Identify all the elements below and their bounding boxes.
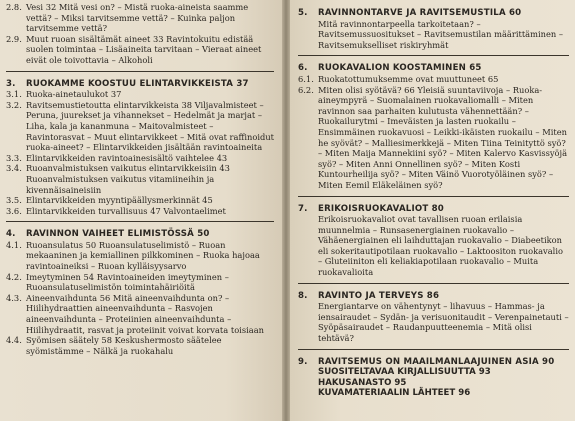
toc-entry — [6, 240, 274, 272]
toc-chapter-title: RAVINTO JA TERVEYS 86 — [318, 290, 440, 301]
toc-entry — [6, 293, 274, 335]
toc-chapter-title: RUOKAMME KOOSTUU ELINTARVIKKEISTA 37 — [26, 78, 249, 89]
toc-number — [298, 301, 318, 343]
toc-chapter — [298, 291, 569, 302]
toc-chapter — [298, 63, 569, 74]
toc-chapter-title: RAVITSEMUS ON MAAILMANLAAJUINEN ASIA 90 — [318, 356, 555, 367]
toc-number — [298, 19, 318, 51]
toc-number: 3.2. — [6, 99, 22, 110]
toc-number: 3.1. — [6, 89, 22, 100]
toc-entry-text: Mitä ravinnontarpeella tarkoitetaan? – Ravitsemussuositukset – Ravitsemustilan määrittäminen – Ravitsemukselliset riskiryhmät — [318, 18, 563, 50]
toc-number — [298, 214, 318, 278]
toc-number: 4.3. — [6, 292, 22, 303]
toc-chapter — [6, 229, 274, 240]
toc-number: 8. — [298, 290, 308, 301]
toc-entry-text: Ruoanvalmistuksen vaikutus elintarvikkeisiin 43 Ruoanvalmistuksen vaikutus vitamiineihin ja kivennäisaineisiin — [26, 163, 230, 195]
toc-entry-text: Elintarvikkeiden ravintoainesisältö vaihtelee 43 — [26, 152, 228, 163]
toc-entry-text: Ruoka-ainetaulukot 37 — [26, 89, 122, 100]
toc-number: 2.8. — [6, 2, 22, 12]
toc-number: 4. — [6, 229, 16, 240]
toc-number: 3.6. — [6, 205, 22, 216]
toc-entry — [6, 2, 274, 34]
toc-entry — [298, 85, 569, 191]
toc-entry-text: Muut ruoan sisältämät aineet 33 Ravintokuitu edistää suolen toimintaa – Lisäaineita tarvitaan – Vieraat aineet eivät ole toivottavia – Alkoholi — [26, 33, 262, 65]
toc-entry-text: Elintarvikkeiden myyntipäällysmerkinnät 45 — [26, 195, 213, 206]
toc-chapter — [298, 8, 569, 19]
toc-entry-text: Imeytyminen 54 Ravintoaineiden imeytyminen – Ruoansulatuselimistön toimintahäiriöitä — [26, 271, 229, 293]
toc-number: 3. — [6, 78, 16, 89]
toc-entry-text: Vesi 32 Mitä vesi on? – Mistä ruoka-aineista saamme vettä? – Miksi tarvitsemme vettä? – Kuinka paljon tarvitsemme vettä? — [26, 2, 249, 34]
toc-entry — [6, 335, 274, 356]
section-divider — [298, 349, 569, 350]
toc-entry — [6, 272, 274, 293]
book-gutter — [282, 0, 290, 421]
section-divider — [6, 221, 274, 222]
toc-number: 6. — [298, 63, 308, 74]
toc-entry — [6, 100, 274, 153]
toc-number: 3.4. — [6, 163, 22, 174]
toc-number: 4.2. — [6, 271, 22, 282]
toc-entry-text: Ruoansulatus 50 Ruoansulatuselimistö – Ruoan mekaaninen ja kemiallinen pilkkominen – Ruoka hajoaa ravintoaineiksi – Ruoan kylläisyysarvo — [26, 239, 260, 272]
toc-chapter — [298, 204, 569, 215]
toc-entry-text: Miten olisi syötävä? 66 Yleisiä suuntaviivoja – Ruoka-aineympyrä – Suomalainen ruokavaliomalli – Miten ravinnon saa parhaiten kulutusta vähennettään? – Ruokailurytmi – Imeväisten ja lasten ruokailu – Ensimmäinen ruokavuosi – Leikki-ikäisten ruokailu – Miten he syövät? – Malliesimerkkejä – Miten Tiina Teinityttö syö? – Miten Maija Mannekiini syö? – Miten Kalervo Kasvissyöjä syö? – Miten Anni Onnellinen syö? – Miten Kosti Kuntourheilija syö? – Miten Väinö Vuorotyöläinen syö? – Miten Eemil Eläkeläinen syö? — [318, 84, 568, 190]
toc-entry-text: Syömisen säätely 58 Keskushermosto säätelee syömistämme – Nälkä ja ruokahalu — [26, 335, 222, 356]
toc-entry-text: Erikoisruokavaliot ovat tavallisen ruoan erilaisia muunnelmia – Runsasenergiainen ruokavalio – Vähäenergiainen eli laihduttajan ruokavalio – Diabeetikon eli sokeritautipotilaan ruokavalio – Laktoositon ruokavalio – Gluteiiniton eli keliakiapotilaan ruokavalio – Muita ruokavalioita — [318, 214, 563, 278]
toc-entry — [298, 214, 569, 278]
toc-entry-text: Elintarvikkeiden turvallisuus 47 Valvontaelimet — [26, 205, 226, 216]
toc-number: 6.1. — [298, 73, 314, 84]
section-divider — [298, 196, 569, 197]
toc-entry — [298, 74, 569, 85]
toc-back-matter-entry: KUVAMATERIAALIN LÄHTEET 96 — [318, 388, 471, 399]
toc-chapter-title: ERIKOISRUOKAVALIOT 80 — [318, 203, 444, 214]
section-divider — [6, 71, 274, 72]
toc-back-matter-entry: HAKUSANASTO 95 — [318, 377, 407, 388]
toc-left-page — [0, 0, 282, 421]
toc-number: 4.1. — [6, 239, 22, 250]
toc-entry-text: Ruokatottumuksemme ovat muuttuneet 65 — [318, 73, 499, 84]
toc-number: 3.3. — [6, 152, 22, 163]
toc-entry — [6, 153, 274, 164]
toc-number: 7. — [298, 203, 308, 214]
toc-entry-text: Aineenvaihdunta 56 Mitä aineenvaihdunta on? – Hiilihydraattien aineenvaihdunta – Rasvojen aineenvaihdunta – Proteiinien aineenvaihdunta – Hiilihydraatit, rasvat ja proteiinit voivat korvata toisiaan — [26, 292, 264, 335]
section-divider — [298, 283, 569, 284]
toc-entry-text: Energiantarve on vähentynyt – lihavuus – Hammas- ja iensairaudet – Sydän- ja verisuonitaudit – Verenpainetauti – Syöpäsairaudet – Raudanpuutteenemia – Mitä olisi tehtävä? — [318, 301, 569, 344]
section-divider — [298, 55, 569, 56]
toc-back-matter-entry: SUOSITELTAVAA KIRJALLISUUTTA 93 — [318, 367, 491, 378]
toc-chapter — [298, 357, 569, 368]
toc-number: 6.2. — [298, 84, 314, 95]
toc-entry — [298, 19, 569, 51]
toc-entry — [6, 34, 274, 66]
toc-number: 5. — [298, 8, 308, 18]
toc-number: 4.4. — [6, 335, 22, 346]
toc-right-page — [290, 0, 575, 421]
toc-entry — [6, 206, 274, 217]
toc-entry — [6, 195, 274, 206]
toc-entry — [298, 301, 569, 343]
toc-number: 2.9. — [6, 33, 22, 44]
toc-chapter — [6, 79, 274, 90]
toc-chapter-title: RUOKAVALION KOOSTAMINEN 65 — [318, 63, 482, 74]
toc-entry — [6, 163, 274, 195]
toc-entry — [6, 89, 274, 100]
toc-chapter-title: RAVINNONTARVE JA RAVITSEMUSTILA 60 — [318, 8, 522, 18]
toc-number: 3.5. — [6, 195, 22, 206]
toc-number: 9. — [298, 356, 308, 367]
toc-chapter-title: RAVINNON VAIHEET ELIMISTÖSSÄ 50 — [26, 229, 210, 240]
toc-entry-text: Ravitsemustietoutta elintarvikkeista 38 Viljavalmisteet – Peruna, juurekset ja vihannekset – Hedelmät ja marjat – Liha, kala ja kananmuna – Maitovalmisteet – Ravintorasvat – Muut elintarvikkeet – Mitä ovat raffinoidut ruoka-aineet? – Elintarvikkeiden jisältään ravintoaineita — [26, 99, 275, 153]
